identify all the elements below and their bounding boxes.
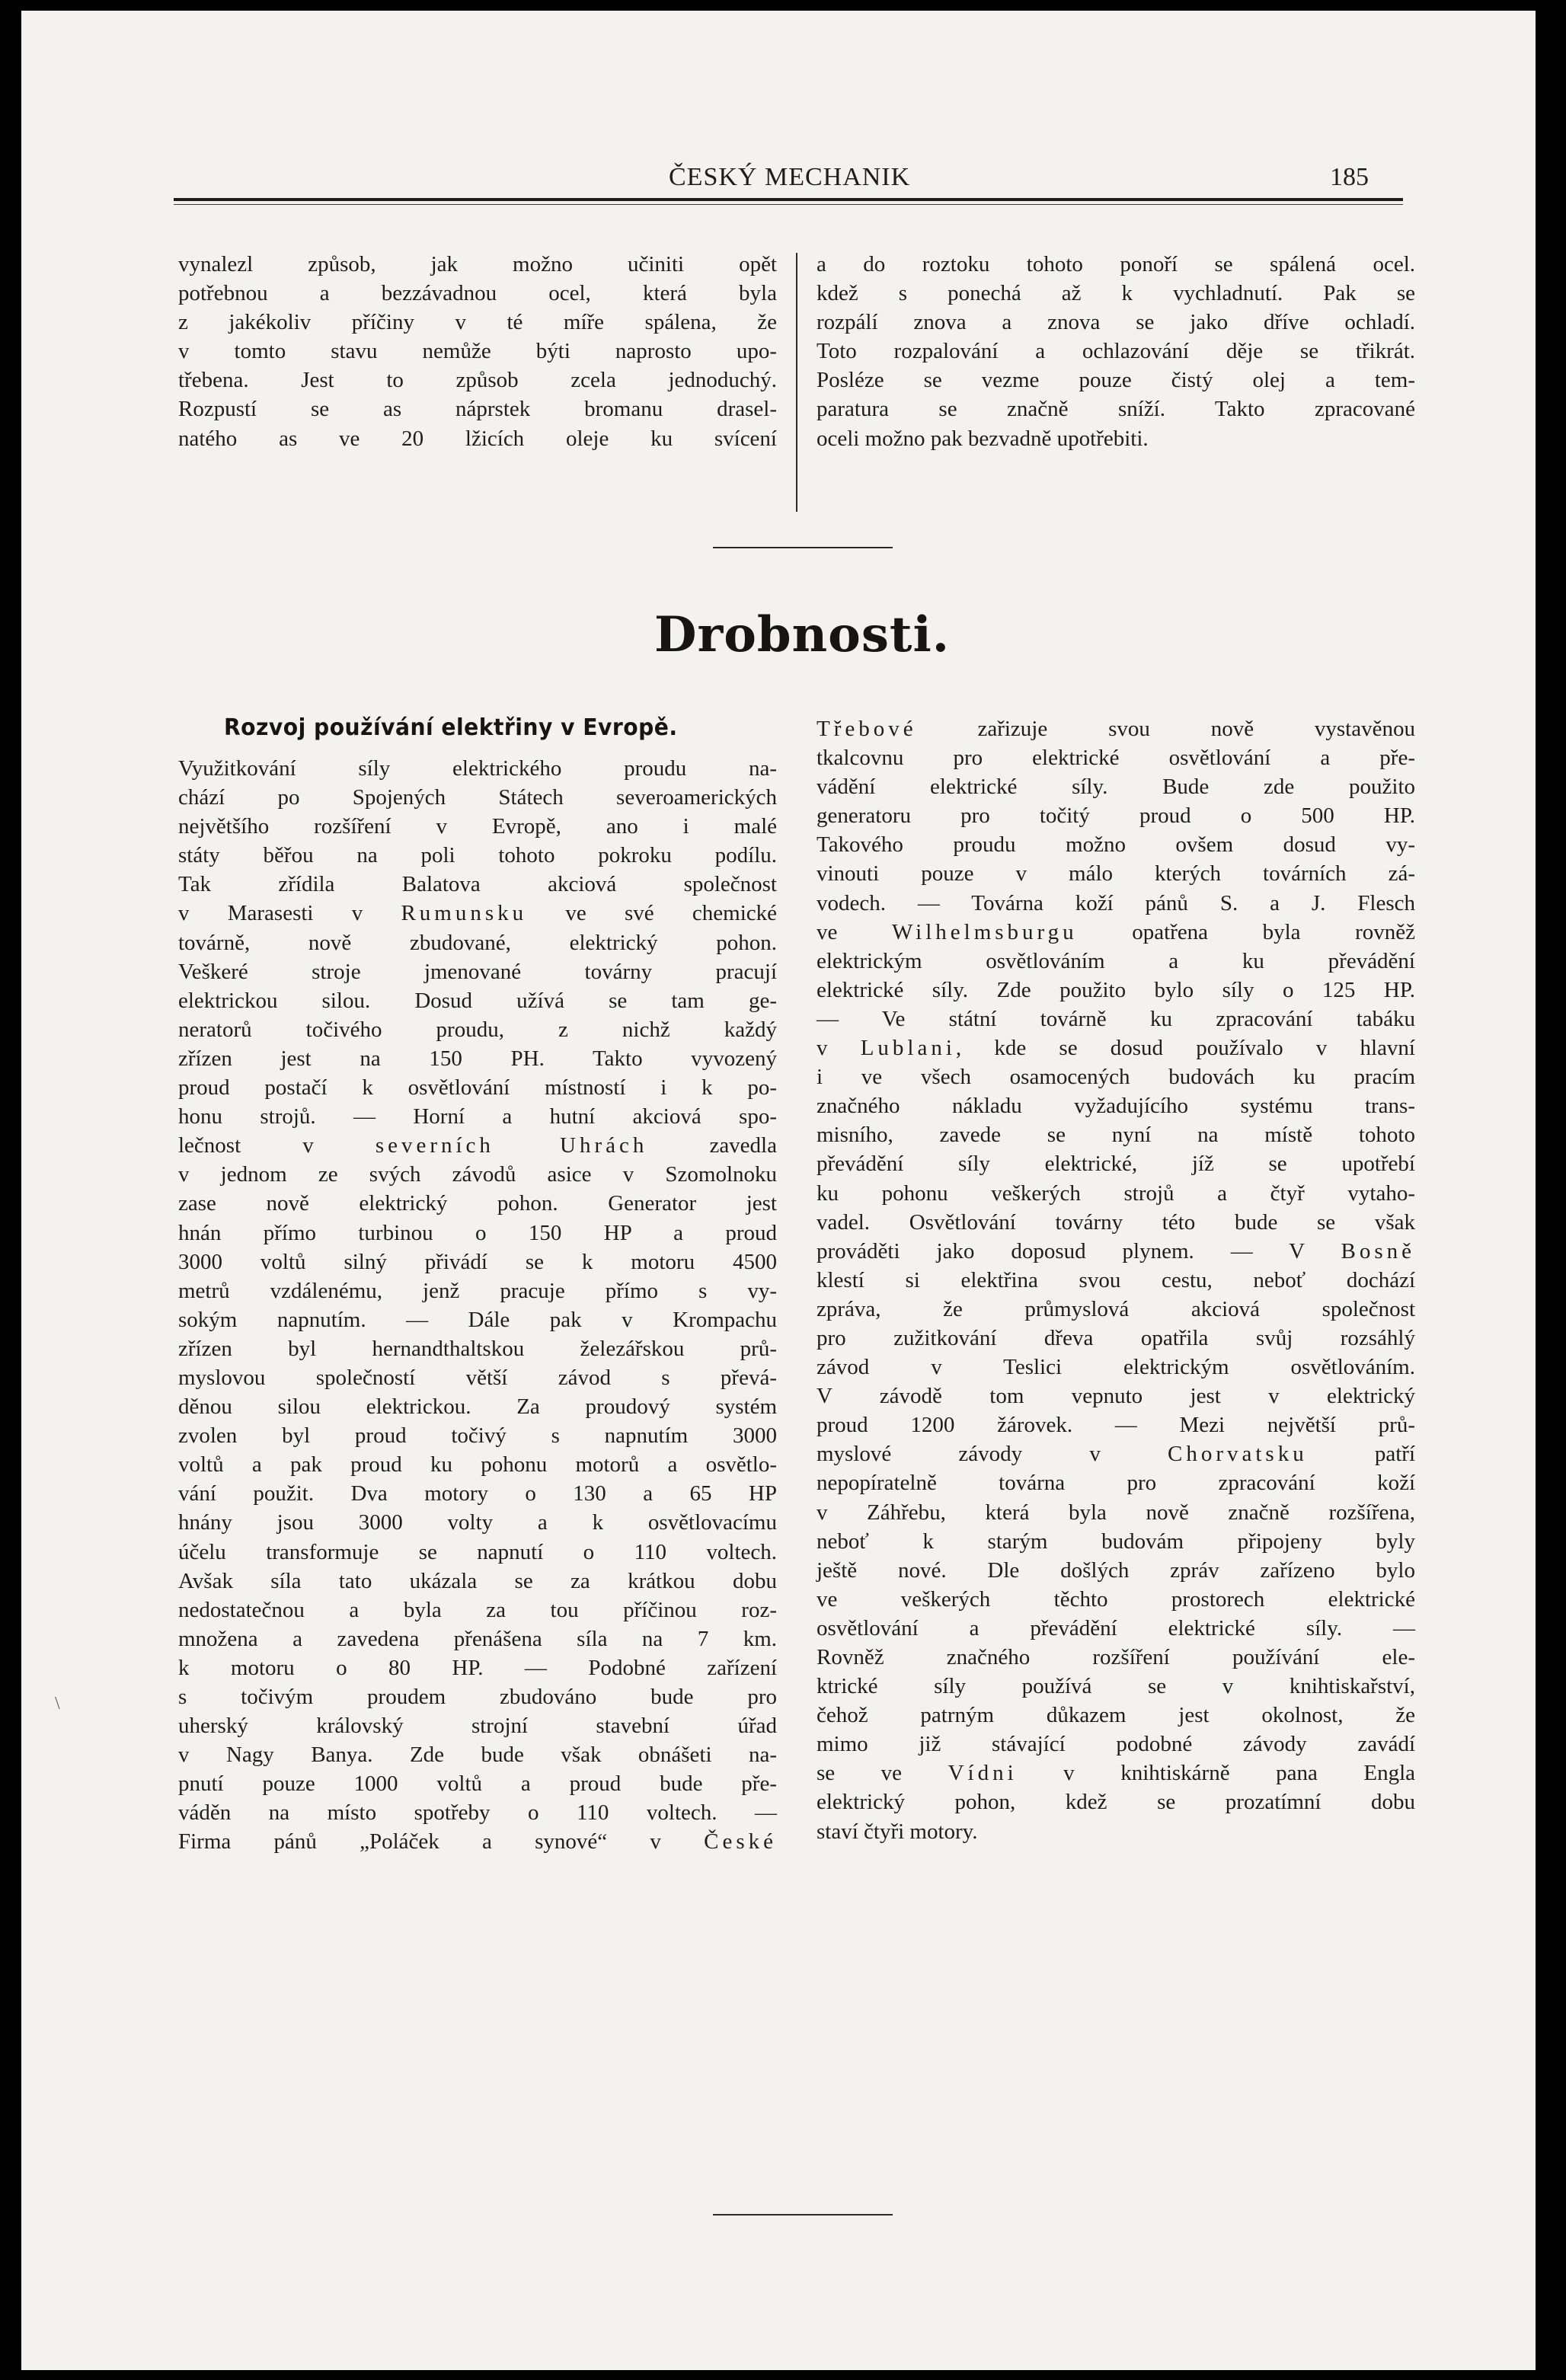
spaced-text: Bosně [1341, 1238, 1415, 1263]
text-run: myslové závody v [817, 1442, 1168, 1467]
text-line: v jednom ze svých závodů asice v Szomolnoku [178, 1162, 777, 1187]
continuation-left-column [178, 250, 777, 453]
text-line: ve veškerých těchto prostorech elektrické [817, 1586, 1415, 1612]
text-line: čehož patrným důkazem jest okolnost, že [817, 1703, 1415, 1728]
text-line [817, 918, 1415, 947]
magazine-page [21, 11, 1536, 2370]
text-line: Toto rozpalování a ochlazování děje se třikrát. [817, 339, 1415, 364]
text-line: zřízen jest na 150 PH. Takto vyvozený [178, 1046, 777, 1071]
text-line: ku pohonu veškerých strojů a čtyř vytaho- [817, 1180, 1415, 1206]
text-line: uherský královský strojní stavební úřad [178, 1714, 777, 1739]
text-line: klestí si elektřina svou cestu, neboť dochází [817, 1267, 1415, 1292]
text-line: vádění elektrické síly. Bude zde použito [817, 775, 1415, 800]
text-line: v tomto stavu nemůže býti naprosto upo- [178, 339, 777, 364]
text-line: nepopíratelně továrna pro zpracování koží [817, 1471, 1415, 1496]
text-line: v Záhřebu, která byla nově značně rozšířena, [817, 1500, 1415, 1525]
text-line: elektrické síly. Zde použito bylo síly o 125 HP. [817, 977, 1415, 1002]
text-run: zavedla [647, 1133, 777, 1158]
spaced-text: Vídni [948, 1761, 1018, 1786]
text-line: v Nagy Banya. Zde bude však obnášeti na- [178, 1743, 777, 1768]
text-run: lečnost v [178, 1133, 376, 1158]
text-line: značného nákladu vyžadujícího systému trans- [817, 1094, 1415, 1119]
text-line: Rovněž značného rozšíření používání ele- [817, 1645, 1415, 1669]
text-line: misního, zavede se nyní na místě tohoto [817, 1123, 1415, 1148]
spaced-text: Chorvatsku [1167, 1442, 1308, 1467]
text-line: hnán přímo turbinou o 150 HP a proud [178, 1220, 777, 1245]
text-line: váděn na místo spotřeby o 110 voltech. — [178, 1800, 777, 1826]
text-line: převádění síly elektrické, jíž se upotřebí [817, 1152, 1415, 1177]
section-separator [713, 547, 893, 548]
continuation-right-column [817, 250, 1415, 453]
end-separator [713, 2214, 893, 2215]
text-run: v knihtiskárně pana Engla [1017, 1761, 1416, 1786]
text-line: vodech. — Továrna koží pánů S. a J. Flesch [817, 890, 1415, 915]
text-line: V závodě tom vepnuto jest v elektrický [817, 1384, 1415, 1409]
text-line: účelu transformuje se napnutí o 110 voltech. [178, 1539, 777, 1564]
text-line: zřízen byl hernandthaltskou železářskou prů- [178, 1336, 777, 1361]
text-line: elektrický pohon, kdež se prozatímní dobu [817, 1790, 1415, 1815]
text-line: nedostatečnou a byla za tou příčinou roz- [178, 1597, 777, 1622]
text-line: zpráva, že průmyslová akciová společnost [817, 1296, 1415, 1321]
text-run: se ve [817, 1761, 948, 1786]
spaced-text: Rumunsku [401, 901, 528, 926]
header-rule [174, 198, 1403, 201]
text-line: myslovou společností větší závod s převá- [178, 1365, 777, 1390]
text-line: chází po Spojených Státech severoamerických [178, 785, 777, 810]
text-line: elektrickou silou. Dosud užívá se tam ge- [178, 988, 777, 1013]
header-rule-thin [174, 204, 1403, 205]
text-line: voltů a pak proud ku pohonu motorů a osvětlo- [178, 1452, 777, 1478]
text-line: třebena. Jest to způsob zcela jednoduchý. [178, 368, 777, 393]
section-title: Drobnosti. [654, 606, 951, 663]
running-header [21, 11, 1536, 209]
spaced-text: Třebové [817, 717, 917, 741]
text-line: potřebnou a bezzávadnou ocel, která byla [178, 281, 777, 306]
text-line: Takového proudu možno ovšem dosud vy- [817, 832, 1415, 858]
text-run: Firma pánů „Poláček a synové“ v [178, 1829, 705, 1854]
text-line: honu strojů. — Horní a hutní akciová spo- [178, 1104, 777, 1129]
text-line: sokým napnutím. — Dále pak v Krompachu [178, 1307, 777, 1332]
text-line: neratorů točivého proudu, z nichž každý [178, 1017, 777, 1042]
page-number: 185 [1330, 163, 1369, 191]
text-line: zase nově elektrický pohon. Generator jest [178, 1191, 777, 1216]
text-line: elektrickým osvětlováním a ku převádění [817, 948, 1415, 973]
text-run: ve své chemické [527, 901, 777, 926]
text-line: tkalcovnu pro elektrické osvětlování a pře- [817, 746, 1415, 771]
text-line: vynalezl způsob, jak možno učiniti opět [178, 252, 777, 276]
text-line: 3000 voltů silný přivádí se k motoru 4500 [178, 1249, 777, 1274]
text-line: hnány jsou 3000 volty a k osvětlovacímu [178, 1510, 777, 1535]
text-line: rozpálí znova a znova se jako dříve ochladí. [817, 310, 1415, 335]
text-run: ve [817, 919, 892, 944]
text-line [178, 899, 777, 928]
journal-title: ČESKÝ MECHANIK [669, 163, 911, 191]
text-line: státy běřou na poli tohoto pokroku podílu. [178, 843, 777, 868]
text-line: pnutí pouze 1000 voltů a proud bude pře- [178, 1771, 777, 1797]
text-line: proud 1200 žárovek. — Mezi největší prů- [817, 1413, 1415, 1438]
text-run: zařizuje svou nově vystavěnou [916, 717, 1415, 741]
text-line: Posléze se vezme pouze čistý olej a tem- [817, 368, 1415, 393]
text-line [817, 1237, 1415, 1266]
text-line: osvětlování a převádění elektrické síly. — [817, 1615, 1415, 1640]
text-line: továrně, nově zbudované, elektrický pohon. [178, 930, 777, 955]
text-line: pro zužitkování dřeva opatřila svůj rozsáhlý [817, 1325, 1415, 1350]
spaced-text: Lublani [860, 1036, 956, 1061]
text-line: ktrické síly používá se v knihtiskařství, [817, 1674, 1415, 1699]
text-line: k motoru o 80 HP. — Podobné zařízení [178, 1655, 777, 1680]
text-line: Avšak síla tato ukázala se za krátkou dobu [178, 1568, 777, 1593]
text-line: paratura se značně sníží. Takto zpracované [817, 397, 1415, 422]
text-line: vání použit. Dva motory o 130 a 65 HP [178, 1481, 777, 1506]
text-line [817, 1759, 1415, 1787]
text-line: s točivým proudem zbudováno bude pro [178, 1685, 777, 1709]
text-line: natého as ve 20 lžicích oleje ku svícení [178, 426, 777, 451]
text-line [178, 1131, 777, 1160]
text-line: množena a zavedena přenášena síla na 7 km. [178, 1626, 777, 1651]
text-line: proud postačí k osvětlování místností i k po- [178, 1075, 777, 1101]
spaced-text: severních Uhrách [375, 1133, 648, 1158]
text-run: opatřena byla rovněž [1077, 919, 1415, 944]
text-line: největšího rozšíření v Evropě, ano i malé [178, 814, 777, 839]
text-line [817, 1439, 1415, 1468]
article-right-column [817, 714, 1415, 1846]
text-line: Veškeré stroje jmenované továrny pracují [178, 959, 777, 984]
text-line [817, 714, 1415, 743]
text-line: vinouti pouze v málo kterých továrních zá- [817, 861, 1415, 887]
text-line: Tak zřídila Balatova akciová společnost [178, 872, 777, 897]
text-line: metrů vzdálenému, jenž pracuje přímo s vy- [178, 1278, 777, 1303]
text-line: závod v Teslici elektrickým osvětlováním. [817, 1355, 1415, 1380]
text-run: , kde se dosud používalo v hlavní [955, 1036, 1415, 1061]
spaced-text: České [704, 1829, 777, 1854]
text-run: v Marasesti v [178, 901, 401, 926]
text-line [178, 1827, 777, 1856]
text-line: staví čtyři motory. [817, 1819, 978, 1844]
text-run: prováděti jako doposud plynem. — V [817, 1238, 1341, 1263]
text-line: Využitkování síly elektrického proudu na- [178, 756, 777, 781]
text-line: generatoru pro točitý proud o 500 HP. [817, 803, 1415, 829]
article-left-column [178, 754, 777, 1857]
text-line [817, 1033, 1415, 1062]
text-line: mimo již stávající podobné závody zavádí [817, 1732, 1415, 1757]
text-run: v [817, 1036, 861, 1061]
margin-mark: \ [55, 1694, 60, 1714]
spaced-text: Wilhelmsburgu [891, 919, 1078, 944]
text-line: ještě nové. Dle došlých zpráv zařízeno bylo [817, 1557, 1415, 1583]
text-line: a do roztoku tohoto ponoří se spálená ocel. [817, 252, 1415, 276]
text-line: — Ve státní továrně ku zpracování tabáku [817, 1006, 1415, 1031]
article-heading: Rozvoj používání elektřiny v Evropě. [224, 714, 678, 741]
text-line: oceli možno pak bezvadně upotřebiti. [817, 426, 1149, 451]
text-run: patří [1307, 1442, 1415, 1467]
text-line: Rozpustí se as náprstek bromanu drasel- [178, 397, 777, 422]
text-line: děnou silou elektrickou. Za proudový systém [178, 1394, 777, 1420]
text-line: i ve všech osamocených budovách ku pracím [817, 1065, 1415, 1090]
text-line: vadel. Osvětlování továrny této bude se však [817, 1209, 1415, 1235]
text-line: kdež s ponechá až k vychladnutí. Pak se [817, 281, 1415, 306]
text-line: z jakékoliv příčiny v té míře spálena, že [178, 310, 777, 335]
text-line: zvolen byl proud točivý s napnutím 3000 [178, 1423, 777, 1449]
column-divider [796, 253, 797, 512]
text-line: neboť k starým budovám připojeny byly [817, 1529, 1415, 1554]
